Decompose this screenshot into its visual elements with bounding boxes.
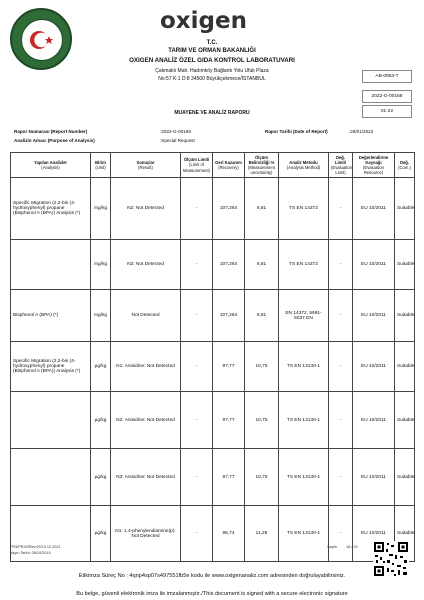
cell-comment: Suitable	[395, 392, 415, 449]
country-text: T.C.	[206, 40, 218, 46]
cell-method: TS EN 14372	[279, 240, 329, 290]
cell-source: EU 10/2011	[353, 342, 395, 392]
accreditation-code-box: AB-0953-T	[362, 70, 412, 83]
col-header-comment: Değ. (Com.)	[395, 153, 415, 178]
qr-code[interactable]	[373, 541, 409, 577]
table-row	[11, 506, 415, 562]
cell-comment: Suitable	[395, 240, 415, 290]
table-row	[11, 449, 415, 506]
cell-limit: -	[181, 342, 213, 392]
col-header-result: Sonuçlar (Result)	[111, 153, 181, 178]
cell-source: EU 10/2011	[353, 290, 395, 342]
form-number: FR3/PR20/Rev.09/13.12.2021	[10, 545, 61, 549]
report-number-value: :2022-G-00168	[160, 129, 191, 134]
cell-analysis	[11, 240, 91, 290]
page-number: 18 / 19	[346, 545, 358, 549]
table-row	[11, 178, 415, 240]
report-title: MUAYENE VE ANALİZ RAPORU	[174, 110, 250, 116]
col-header-source: Değerlendirme Kaynağı (Evaluation Resource)	[353, 153, 395, 178]
cell-comment: Suitable	[395, 290, 415, 342]
lab-name: OXIGEN ANALİZ ÖZEL GIDA KONTROL LABORATUVARI	[129, 57, 295, 64]
cell-recovery: 97,77	[213, 342, 245, 392]
cell-source: EU 10/2011	[353, 506, 395, 562]
company-logo: oxigen	[160, 8, 247, 34]
report-date-label: Rapor Tarihi (Date of Report)	[265, 129, 328, 134]
revision-code-box: 01-22	[362, 105, 412, 118]
cell-limit: -	[181, 240, 213, 290]
cell-unit: µg/kg	[91, 342, 111, 392]
cell-eval-limit: -	[329, 449, 353, 506]
col-header-uncertainty: Ölçüm Belirsizliği % (Measurement uncertainty)	[245, 153, 279, 178]
cell-unit: µg/kg	[91, 449, 111, 506]
cell-limit: -	[181, 178, 213, 240]
cell-unit: mg/kg	[91, 240, 111, 290]
cell-recovery: 95,74	[213, 506, 245, 562]
cell-method: TS EN 13130-1	[279, 506, 329, 562]
cell-unit: mg/kg	[91, 178, 111, 240]
purpose-value: :Special Request	[160, 138, 195, 143]
cell-unit: µg/kg	[91, 392, 111, 449]
table-row	[11, 392, 415, 449]
cell-analysis: Specific Migration (2,2-bis (4-hydroxyphenyl) propane (Bisphenol A (BPA)) Analysis (*)	[11, 342, 91, 392]
address-line-2: No:57 K:1 D:8 34500 Büyükçekmece/İSTANBUL	[158, 76, 266, 82]
cell-eval-limit: -	[329, 506, 353, 562]
cell-comment: Suitable	[395, 506, 415, 562]
cell-uncertainty: 10,75	[245, 449, 279, 506]
cell-method: TS EN 13130-1	[279, 342, 329, 392]
table-row	[11, 240, 415, 290]
col-header-unit: Birim (Unit)	[91, 153, 111, 178]
cell-source: EU 10/2011	[353, 449, 395, 506]
cell-result: N2: Anisidine: Not Detected	[111, 392, 181, 449]
cell-result: N1: 1.4-phenylendiamine(p): Not Detected	[111, 506, 181, 562]
cell-limit: -	[181, 290, 213, 342]
cell-uncertainty: 8,81	[245, 290, 279, 342]
cell-uncertainty: 10,75	[245, 392, 279, 449]
cell-result: N2: Not Detected	[111, 178, 181, 240]
cell-result: N3: Anisidine: Not Detected	[111, 449, 181, 506]
cell-uncertainty: 8,81	[245, 178, 279, 240]
esignature-notice: Bu belge, güvenli elektronik imza ile imzalanmıştır./This document is signed with a secure electronic signature	[76, 591, 348, 597]
cell-analysis: Bisphenol A (BPA) (*)	[11, 290, 91, 342]
table-header-row	[11, 153, 415, 178]
col-header-analysis: Yapılan Analizler (Analysis)	[11, 153, 91, 178]
cell-eval-limit: -	[329, 240, 353, 290]
cell-limit: -	[181, 392, 213, 449]
address-line-1: Çakmaklı Mah. Hadımköy Bağlantı Yolu Ufuk Plaza	[155, 68, 269, 74]
cell-method: EN 14372, 5991-5037 EN	[279, 290, 329, 342]
report-code-box: 2022-G-00168	[362, 90, 412, 103]
verification-text: Etikimza Süreç No : 4qnp4sp07s497551fb5e kodu ile www.oxigenanaliz.com adresinden doğrulayabilirsiniz.	[78, 573, 346, 579]
cell-analysis	[11, 392, 91, 449]
cell-uncertainty: 8,81	[245, 240, 279, 290]
cell-eval-limit: -	[329, 178, 353, 240]
cell-result: N1: Anisidine: Not Detected	[111, 342, 181, 392]
col-header-method: Analiz Metodu (Analysis Method)	[279, 153, 329, 178]
cell-unit: µg/kg	[91, 506, 111, 562]
cell-comment: Suitable	[395, 449, 415, 506]
cell-analysis	[11, 449, 91, 506]
cell-limit: -	[181, 449, 213, 506]
cell-result: Not Detected	[111, 290, 181, 342]
cell-method: TS EN 14372	[279, 178, 329, 240]
page-label: Sayfa	[327, 545, 337, 549]
cell-eval-limit: -	[329, 290, 353, 342]
cell-recovery: 97,77	[213, 392, 245, 449]
cell-recovery: 107,264	[213, 290, 245, 342]
cell-comment: Suitable	[395, 178, 415, 240]
cell-recovery: 97,77	[213, 449, 245, 506]
cell-method: TS EN 13130-1	[279, 449, 329, 506]
purpose-label: Analizin Amacı (Purpose of Analysis)	[14, 138, 95, 143]
cell-method: TS EN 13130-1	[279, 392, 329, 449]
table-row	[11, 290, 415, 342]
col-header-eval-limit: Değ. Limiti (Evaluation Limit)	[329, 153, 353, 178]
publication-date: Yayın Tarihi: 06/10/2014	[10, 551, 51, 555]
cell-unit: mg/kg	[91, 290, 111, 342]
cell-uncertainty: 10,75	[245, 342, 279, 392]
cell-uncertainty: 11,28	[245, 506, 279, 562]
report-date-value: :28/01/2022	[349, 129, 374, 134]
cell-result: N3: Not Detected	[111, 240, 181, 290]
col-header-limit: Ölçüm Limiti (Limit of Measurement)	[181, 153, 213, 178]
cell-eval-limit: -	[329, 342, 353, 392]
cell-eval-limit: -	[329, 392, 353, 449]
results-table	[10, 152, 415, 562]
cell-comment: Suitable	[395, 342, 415, 392]
cell-limit: -	[181, 506, 213, 562]
report-number-label: Rapor Numarası (Report Number)	[14, 129, 88, 134]
cell-source: EU 10/2011	[353, 178, 395, 240]
cell-source: EU 10/2011	[353, 392, 395, 449]
table-row	[11, 342, 415, 392]
cell-source: EU 10/2011	[353, 240, 395, 290]
col-header-recovery: Geri Kazanım (Recovery)	[213, 153, 245, 178]
cell-recovery: 107,264	[213, 178, 245, 240]
cell-analysis: Specific Migration (2,2-bis (4-hydroxyphenyl) propane (Bisphenol A (BPA)) Analysis (*)	[11, 178, 91, 240]
cell-recovery: 107,264	[213, 240, 245, 290]
ministry-text: TARIM VE ORMAN BAKANLIĞI	[168, 48, 256, 54]
